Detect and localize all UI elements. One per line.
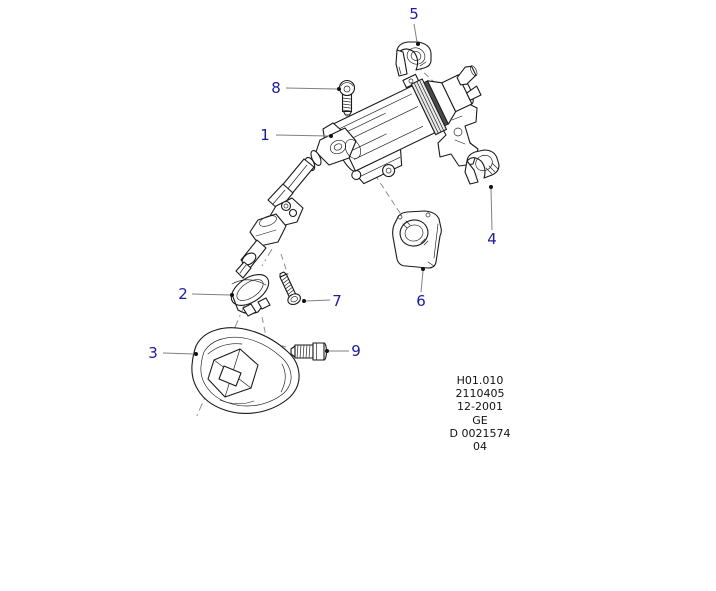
callout-4: 4 xyxy=(487,230,497,248)
coupling-bolt-drawing xyxy=(291,343,327,360)
info-section-number: H01.010 xyxy=(456,374,504,387)
info-date: 12-2001 xyxy=(457,400,503,414)
callout-6: 6 xyxy=(416,292,426,310)
upper-clamp-drawing xyxy=(396,42,431,76)
callout-1: 1 xyxy=(260,126,270,144)
info-document-number: D 0021574 04 xyxy=(449,426,511,454)
intermediate-shaft-drawing xyxy=(240,159,314,268)
callout-7: 7 xyxy=(332,292,342,310)
leader-lines xyxy=(163,24,493,356)
lower-clamp-drawing xyxy=(465,150,499,184)
callout-9: 9 xyxy=(351,342,361,360)
column-boot-drawing xyxy=(192,328,299,414)
lower-coupling-drawing xyxy=(226,262,274,316)
column-bolt-drawing xyxy=(340,81,355,116)
pinch-bolt-drawing xyxy=(276,270,302,306)
info-market-code: GE xyxy=(472,413,488,427)
callout-5: 5 xyxy=(409,5,419,23)
callout-2: 2 xyxy=(178,285,188,303)
cover-plate-drawing xyxy=(393,211,442,268)
callout-3: 3 xyxy=(148,344,158,362)
callout-numbers xyxy=(148,5,497,362)
callout-8: 8 xyxy=(271,79,281,97)
info-drawing-number: 2110405 xyxy=(455,387,505,401)
drawing-info-block xyxy=(441,374,519,453)
